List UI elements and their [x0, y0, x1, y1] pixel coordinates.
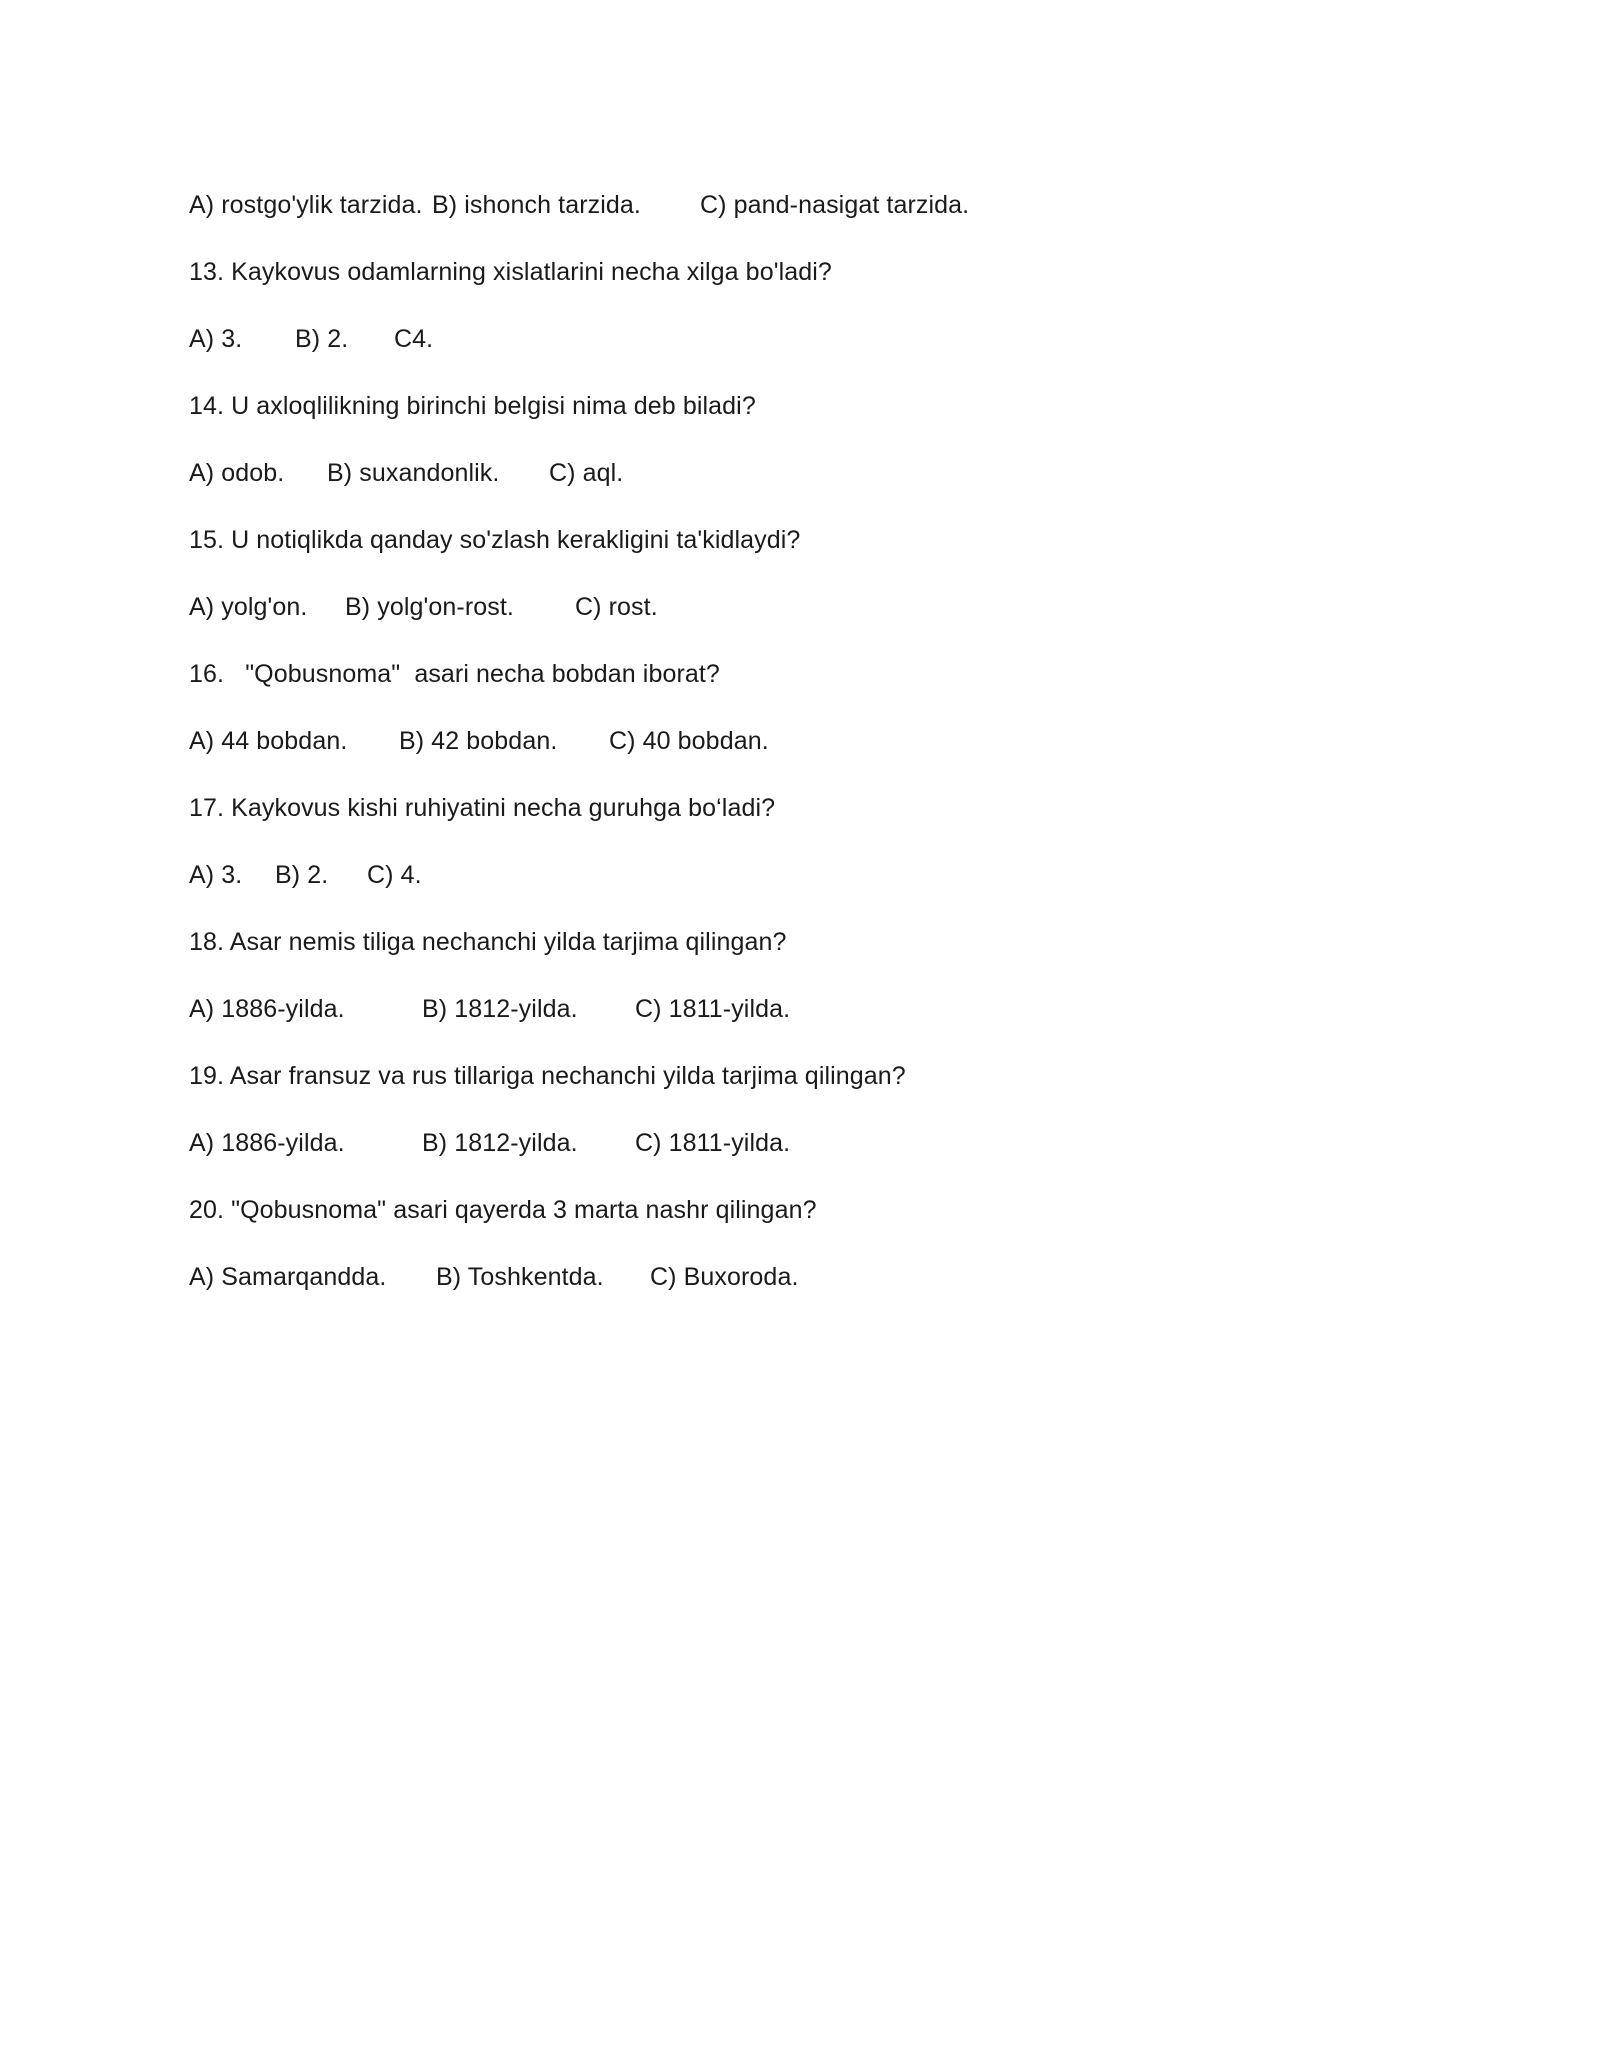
answer-option-c: C) rost. — [575, 593, 658, 621]
answer-row — [189, 454, 1439, 521]
answer-option-a: A) yolg'on. — [189, 593, 308, 621]
answer-option-a: A) 3. — [189, 325, 243, 353]
question-text: 14. U axloqlilikning birinchi belgisi nima deb biladi? — [189, 392, 756, 420]
answer-option-b: B) 1812-yilda. — [422, 1129, 578, 1157]
answer-option-c: C) 4. — [367, 861, 422, 889]
answer-row — [189, 990, 1439, 1057]
answer-option-b: B) ishonch tarzida. — [432, 191, 641, 219]
answer-row — [189, 588, 1439, 655]
question-text: 15. U notiqlikda qanday so'zlash kerakligini ta'kidlaydi? — [189, 526, 801, 554]
answer-option-b: B) 42 bobdan. — [399, 727, 558, 755]
answer-row — [189, 1124, 1439, 1191]
answer-option-b: B) 1812-yilda. — [422, 995, 578, 1023]
answer-option-c: C4. — [394, 325, 434, 353]
answer-option-b: B) 2. — [275, 861, 329, 889]
answer-option-b: B) 2. — [295, 325, 349, 353]
answer-option-a: A) 3. — [189, 861, 243, 889]
answer-option-c: C) 1811-yilda. — [635, 1129, 791, 1157]
answer-option-a: A) Samarqandda. — [189, 1263, 387, 1291]
answer-option-c: C) Buxoroda. — [650, 1263, 799, 1291]
answer-option-b: B) Toshkentda. — [436, 1263, 604, 1291]
question-text: 19. Asar fransuz va rus tillariga nechanchi yilda tarjima qilingan? — [189, 1062, 906, 1090]
answer-option-a: A) odob. — [189, 459, 285, 487]
answer-option-b: B) suxandonlik. — [327, 459, 500, 487]
question-text: 18. Asar nemis tiliga nechanchi yilda tarjima qilingan? — [189, 928, 787, 956]
answer-option-a: A) 1886-yilda. — [189, 1129, 345, 1157]
answer-row — [189, 856, 1439, 923]
question-text: 16. "Qobusnoma" asari necha bobdan iborat? — [189, 660, 720, 688]
question-text: 13. Kaykovus odamlarning xislatlarini necha xilga bo'ladi? — [189, 258, 832, 286]
quiz-content — [189, 186, 1439, 1325]
answer-option-b: B) yolg'on-rost. — [345, 593, 514, 621]
answer-option-a: A) 1886-yilda. — [189, 995, 345, 1023]
answer-option-c: C) 40 bobdan. — [609, 727, 769, 755]
question-text: 20. "Qobusnoma" asari qayerda 3 marta nashr qilingan? — [189, 1196, 817, 1224]
answer-option-c: C) aql. — [549, 459, 624, 487]
answer-row — [189, 1258, 1439, 1325]
question-text: 17. Kaykovus kishi ruhiyatini necha guruhga bo‘ladi? — [189, 794, 776, 822]
answer-row — [189, 186, 1439, 253]
answer-row — [189, 320, 1439, 387]
answer-row — [189, 722, 1439, 789]
answer-option-c: C) 1811-yilda. — [635, 995, 791, 1023]
answer-option-c: C) pand-nasigat tarzida. — [700, 191, 970, 219]
answer-option-a: A) rostgo'ylik tarzida. — [189, 191, 423, 219]
answer-option-a: A) 44 bobdan. — [189, 727, 348, 755]
